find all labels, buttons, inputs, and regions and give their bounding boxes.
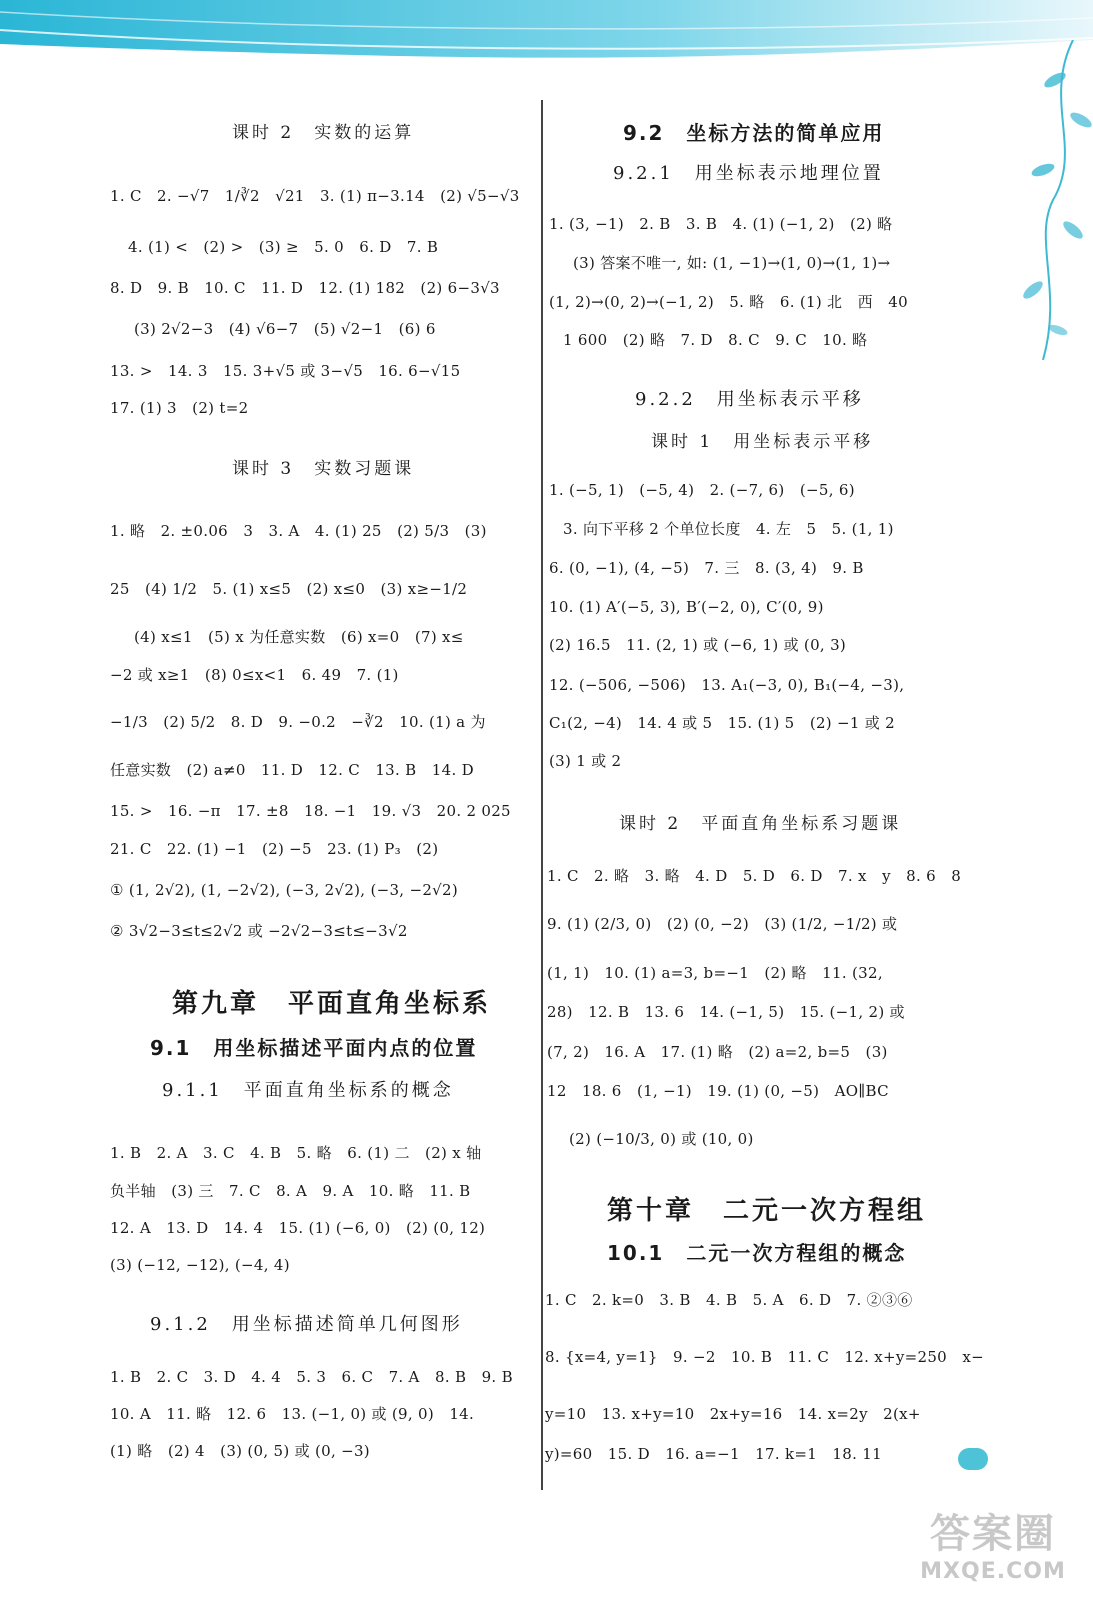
vine-decoration-icon (1003, 40, 1093, 360)
answer-line: (7, 2) 16. A 17. (1) 略 (2) a=2, b=5 (3) (547, 1043, 888, 1061)
answer-line: ② 3√2−3≤t≤2√2 或 −2√2−3≤t≤−3√2 (110, 922, 408, 940)
answer-line: (3) 1 或 2 (549, 752, 622, 770)
answer-line: (3) 答案不唯一, 如: (1, −1)→(1, 0)→(1, 1)→ (573, 254, 891, 272)
subsection922-title: 9.2.2 用坐标表示平移 (635, 389, 864, 410)
answer-line: (3) 2√2−3 (4) √6−7 (5) √2−1 (6) 6 (134, 320, 436, 338)
answer-line: 13. > 14. 3 15. 3+√5 或 3−√5 16. 6−√15 (110, 362, 461, 380)
answer-line: (4) x≤1 (5) x 为任意实数 (6) x=0 (7) x≤ (134, 628, 464, 646)
answer-line: 4. (1) < (2) > (3) ≥ 5. 0 6. D 7. B (128, 238, 439, 256)
watermark-en: MXQE.COM (920, 1559, 1066, 1584)
answer-line: (1, 1) 10. (1) a=3, b=−1 (2) 略 11. (32, (547, 964, 883, 982)
subsection921-title: 9.2.1 用坐标表示地理位置 (613, 163, 884, 184)
answer-line: 12. A 13. D 14. 4 15. (1) (−6, 0) (2) (0, 12) (110, 1219, 486, 1237)
answer-line: 1 600 (2) 略 7. D 8. C 9. C 10. 略 (563, 331, 868, 349)
section92-title: 9.2 坐标方法的简单应用 (623, 121, 885, 145)
answer-line: 3. 向下平移 2 个单位长度 4. 左 5 5. (1, 1) (563, 520, 894, 538)
answer-line: 1. B 2. C 3. D 4. 4 5. 3 6. C 7. A 8. B 9. B (110, 1368, 513, 1386)
watermark-logo (913, 1502, 1073, 1592)
chapter10-title: 第十章 二元一次方程组 (607, 1196, 927, 1226)
section91-title: 9.1 用坐标描述平面内点的位置 (150, 1036, 478, 1060)
answer-line: 负半轴 (3) 三 7. C 8. A 9. A 10. 略 11. B (110, 1182, 471, 1200)
subsection911-title: 9.1.1 平面直角坐标系的概念 (162, 1080, 454, 1101)
answer-line: 1. C 2. 略 3. 略 4. D 5. D 6. D 7. x y 8. 6 8 (547, 867, 962, 885)
answer-line: 17. (1) 3 (2) t=2 (110, 399, 249, 417)
chapter9-title: 第九章 平面直角坐标系 (172, 989, 492, 1019)
answer-line: 1. C 2. k=0 3. B 4. B 5. A 6. D 7. ②③⑥ (545, 1291, 913, 1309)
answer-line: (2) 16.5 11. (2, 1) 或 (−6, 1) 或 (0, 3) (549, 636, 847, 654)
watermark-cn: 答案圈 (930, 1511, 1056, 1557)
answer-line: (1, 2)→(0, 2)→(−1, 2) 5. 略 6. (1) 北 西 40 (549, 293, 908, 311)
answer-line: 10. (1) A′(−5, 3), B′(−2, 0), C′(0, 9) (549, 598, 824, 616)
subsection912-title: 9.1.2 用坐标描述简单几何图形 (150, 1314, 463, 1335)
lesson2-title: 课时 2 实数的运算 (232, 123, 415, 143)
answer-line: 1. C 2. −√7 1/∛2 √21 3. (1) π−3.14 (2) √5−√3 (110, 187, 520, 205)
answer-line: 9. (1) (2/3, 0) (2) (0, −2) (3) (1/2, −1/2) 或 (547, 915, 898, 933)
answer-line: −1/3 (2) 5/2 8. D 9. −0.2 −∛2 10. (1) a 为 (110, 713, 486, 731)
lesson3-title: 课时 3 实数习题课 (232, 459, 415, 479)
answer-line: 1. B 2. A 3. C 4. B 5. 略 6. (1) 二 (2) x 轴 (110, 1144, 482, 1162)
top-banner (0, 0, 1093, 80)
answer-line: (1) 略 (2) 4 (3) (0, 5) 或 (0, −3) (110, 1442, 370, 1460)
answer-line: 任意实数 (2) a≠0 11. D 12. C 13. B 14. D (110, 761, 474, 779)
answer-line: C₁(2, −4) 14. 4 或 5 15. (1) 5 (2) −1 或 2 (549, 714, 896, 732)
answer-line: 12 18. 6 (1, −1) 19. (1) (0, −5) AO∥BC (547, 1082, 889, 1100)
answer-line: y)=60 15. D 16. a=−1 17. k=1 18. 11 (545, 1445, 882, 1463)
answer-line: 12. (−506, −506) 13. A₁(−3, 0), B₁(−4, −3), (549, 676, 905, 694)
answer-line: 28) 12. B 13. 6 14. (−1, 5) 15. (−1, 2) 或 (547, 1003, 905, 1021)
answer-line: 1. (−5, 1) (−5, 4) 2. (−7, 6) (−5, 6) (549, 481, 855, 499)
lesson1-title: 课时 1 用坐标表示平移 (651, 432, 874, 452)
section101-title: 10.1 二元一次方程组的概念 (607, 1241, 907, 1265)
answer-line: 25 (4) 1/2 5. (1) x≤5 (2) x≤0 (3) x≥−1/2 (110, 580, 468, 598)
answer-line: 8. {x=4, y=1} 9. −2 10. B 11. C 12. x+y=250 x− (545, 1348, 984, 1366)
answer-line: 1. (3, −1) 2. B 3. B 4. (1) (−1, 2) (2) 略 (549, 215, 893, 233)
page-number-badge (958, 1448, 988, 1470)
answer-line: 15. > 16. −π 17. ±8 18. −1 19. √3 20. 2 025 (110, 802, 511, 820)
answer-line: 21. C 22. (1) −1 (2) −5 23. (1) P₃ (2) (110, 840, 439, 858)
column-divider (541, 100, 543, 1490)
answer-line: 8. D 9. B 10. C 11. D 12. (1) 182 (2) 6−3√3 (110, 279, 500, 297)
answer-line: 1. 略 2. ±0.06 3 3. A 4. (1) 25 (2) 5/3 (3) (110, 522, 487, 540)
answer-line: (3) (−12, −12), (−4, 4) (110, 1256, 290, 1274)
answer-line: 6. (0, −1), (4, −5) 7. 三 8. (3, 4) 9. B (549, 559, 864, 577)
answer-line: (2) (−10/3, 0) 或 (10, 0) (569, 1130, 754, 1148)
answer-line: ① (1, 2√2), (1, −2√2), (−3, 2√2), (−3, −2√2) (110, 881, 459, 899)
answer-line: −2 或 x≥1 (8) 0≤x<1 6. 49 7. (1) (110, 666, 399, 684)
answer-line: 10. A 11. 略 12. 6 13. (−1, 0) 或 (9, 0) 14. (110, 1405, 475, 1423)
answer-line: y=10 13. x+y=10 2x+y=16 14. x=2y 2(x+ (545, 1405, 921, 1423)
lesson2b-title: 课时 2 平面直角坐标系习题课 (619, 814, 902, 834)
